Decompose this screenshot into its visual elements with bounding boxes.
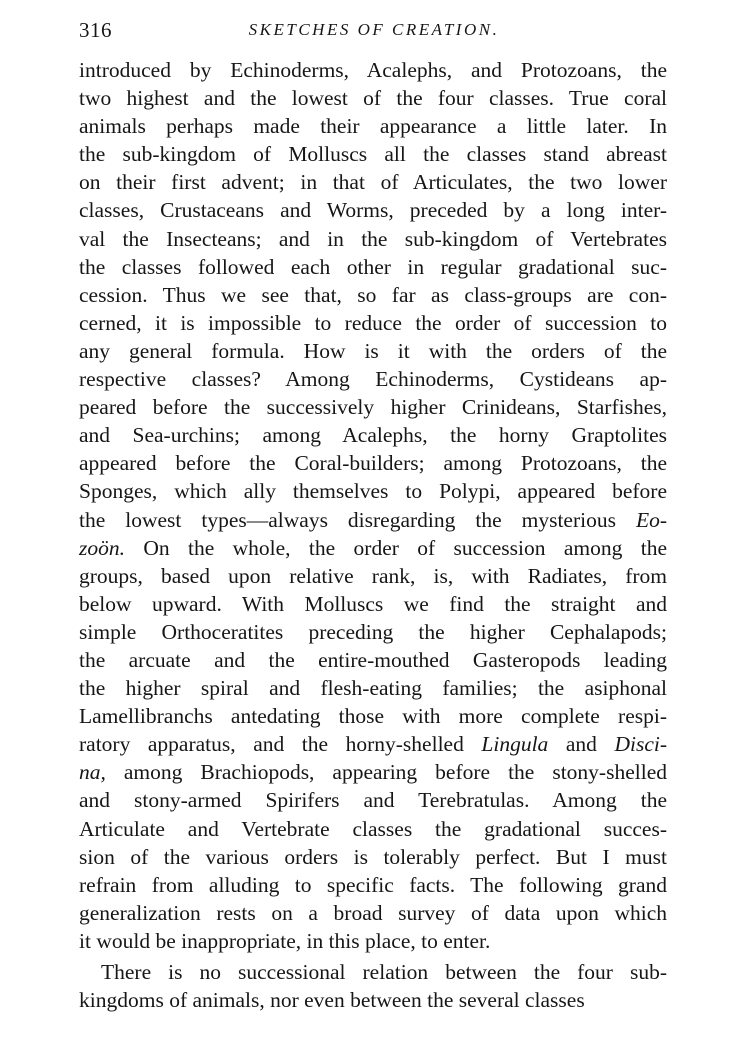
- text-run: cerned, it is impossible to reduce the order of succession to: [79, 310, 667, 335]
- text-run: two highest and the lowest of the four classes. True coral: [79, 86, 667, 111]
- paragraph: [79, 56, 667, 955]
- paragraph: [79, 958, 667, 1014]
- text-line: [79, 534, 667, 562]
- text-line: [79, 56, 667, 84]
- text-run: peared before the successively higher Crinideans, Starfishes,: [79, 395, 667, 420]
- text-line: [79, 84, 667, 112]
- text-run: refrain from alluding to specific facts. The following grand: [79, 872, 667, 897]
- text-run: the sub-kingdom of Molluscs all the classes stand abreast: [79, 142, 667, 167]
- text-run: ratory apparatus, and the horny-shelled: [79, 732, 482, 757]
- text-run: below upward. With Molluscs we find the straight and: [79, 591, 667, 616]
- text-run: generalization rests on a broad survey of data upon which: [79, 900, 667, 925]
- text-line: [79, 196, 667, 224]
- text-run: the arcuate and the entire-mouthed Gasteropods leading: [79, 647, 667, 672]
- text-line: [79, 449, 667, 477]
- text-line: [79, 337, 667, 365]
- text-run: There is no successional relation between the four sub-: [101, 960, 667, 984]
- text-line: [79, 562, 667, 590]
- text-run: kingdoms of animals, nor even between the several classes: [79, 988, 585, 1013]
- text-run: any general formula. How is it with the orders of the: [79, 338, 667, 363]
- text-line: [79, 958, 667, 986]
- text-run: simple Orthoceratites preceding the higher Cephalapods;: [79, 619, 667, 644]
- text-run: groups, based upon relative rank, is, with Radiates, from: [79, 563, 667, 588]
- italic-term: Disci-: [614, 732, 667, 757]
- text-run: and: [548, 732, 615, 757]
- text-run: appeared before the Coral-builders; among Protozoans, the: [79, 451, 667, 476]
- body-text: [79, 56, 667, 1014]
- text-line: [79, 758, 667, 786]
- italic-term: Eo-: [635, 507, 667, 532]
- text-run: classes, Crustaceans and Worms, preceded by a long inter-: [79, 198, 667, 223]
- text-line: [79, 477, 667, 505]
- text-line: [79, 365, 667, 393]
- text-line: [79, 786, 667, 814]
- text-line: [79, 674, 667, 702]
- text-run: respective classes? Among Echinoderms, Cystideans ap-: [79, 367, 667, 392]
- text-run: val the Insecteans; and in the sub-kingdom of Vertebrates: [79, 226, 667, 251]
- text-line: [79, 393, 667, 421]
- text-line: [79, 112, 667, 140]
- text-line: [79, 225, 667, 253]
- text-line: [79, 506, 667, 534]
- text-run: it would be inappropriate, in this place, to enter.: [79, 928, 491, 953]
- text-run: introduced by Echinoderms, Acalephs, and Protozoans, the: [79, 58, 667, 82]
- text-run: Lamellibranchs antedating those with more complete respi-: [79, 704, 667, 729]
- text-line: [79, 618, 667, 646]
- text-run: animals perhaps made their appearance a little later. In: [79, 114, 667, 139]
- text-line: [79, 590, 667, 618]
- text-run: Articulate and Vertebrate classes the gradational succes-: [79, 816, 667, 841]
- text-line: [79, 168, 667, 196]
- italic-term: na,: [79, 760, 106, 785]
- running-head: [79, 14, 669, 44]
- text-line: [79, 253, 667, 281]
- text-run: and Sea-urchins; among Acalephs, the horny Graptolites: [79, 423, 667, 448]
- text-line: [79, 140, 667, 168]
- text-run: the classes followed each other in regular gradational suc-: [79, 254, 667, 279]
- text-run: on their first advent; in that of Articulates, the two lower: [79, 170, 667, 195]
- italic-term: Lingula: [481, 732, 549, 757]
- text-line: [79, 281, 667, 309]
- text-run: sion of the various orders is tolerably perfect. But I must: [79, 844, 667, 869]
- text-line: [79, 702, 667, 730]
- italic-term: zoön.: [79, 535, 125, 560]
- text-line: [79, 843, 667, 871]
- text-line: [79, 927, 667, 955]
- text-line: [79, 421, 667, 449]
- text-line: [79, 871, 667, 899]
- text-run: among Brachiopods, appearing before the stony-shelled: [105, 760, 667, 785]
- running-title: SKETCHES OF CREATION.: [248, 20, 500, 39]
- text-run: On the whole, the order of succession among the: [125, 535, 667, 560]
- text-line: [79, 730, 667, 758]
- text-run: the lowest types—always disregarding the mysterious: [79, 507, 636, 532]
- text-line: [79, 986, 667, 1014]
- page-number: 316: [79, 18, 112, 42]
- text-run: Sponges, which ally themselves to Polypi, appeared before: [79, 479, 667, 504]
- text-line: [79, 309, 667, 337]
- text-run: cession. Thus we see that, so far as class-groups are con-: [79, 282, 667, 307]
- text-line: [79, 899, 667, 927]
- text-line: [79, 815, 667, 843]
- text-run: and stony-armed Spirifers and Terebratulas. Among the: [79, 788, 667, 813]
- text-run: the higher spiral and flesh-eating families; the asiphonal: [79, 676, 667, 701]
- text-line: [79, 646, 667, 674]
